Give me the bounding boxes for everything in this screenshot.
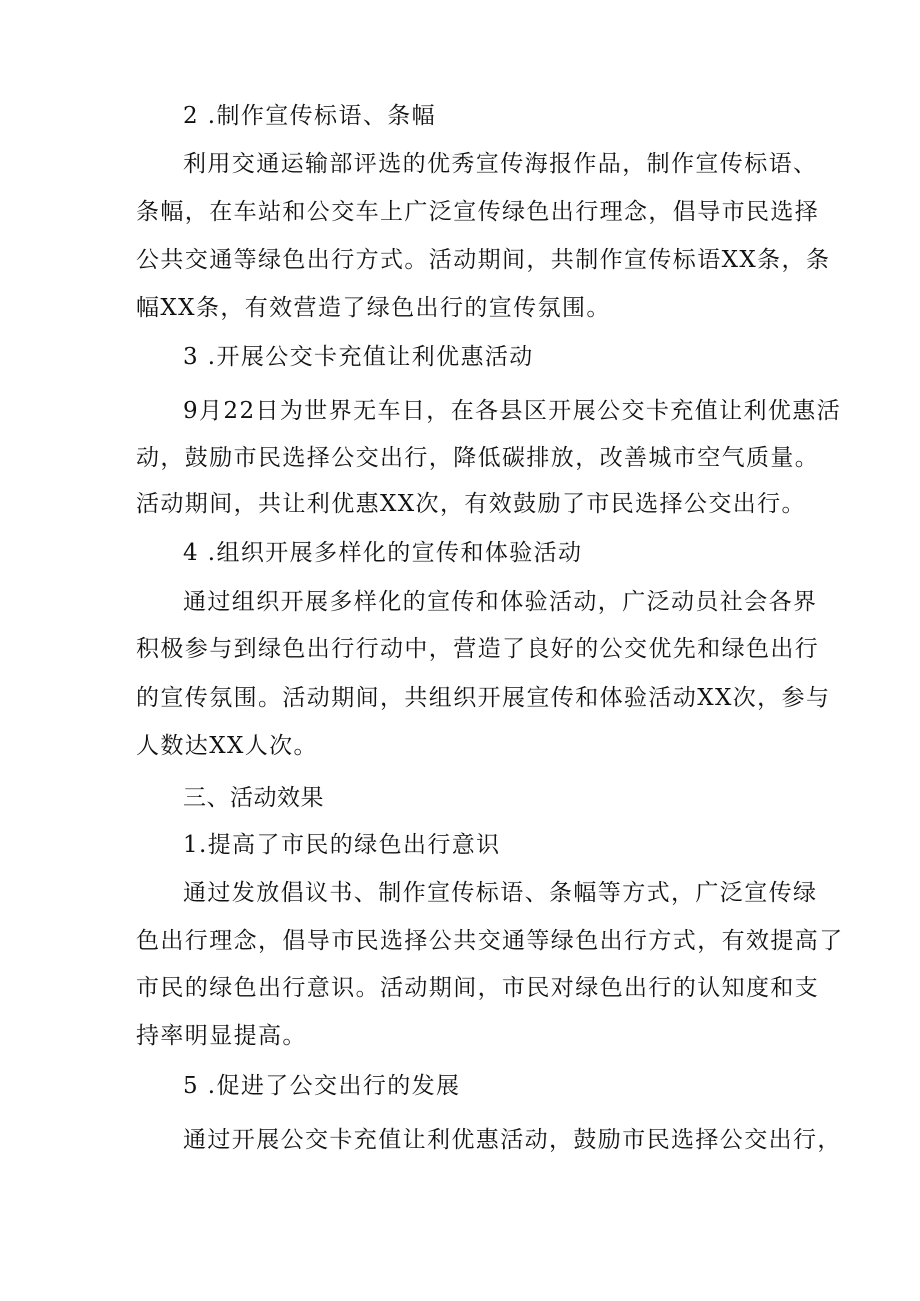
paragraph-4-line-2: 积极参与到绿色出行行动中，营造了良好的公交优先和绿色出行 — [136, 636, 820, 662]
section-heading-three: 三、活动效果 — [183, 785, 324, 811]
paragraph-5-line-1: 通过开展公交卡充值让利优惠活动，鼓励市民选择公交出行， — [183, 1127, 842, 1153]
paragraph-2-line-3: 公共交通等绿色出行方式。活动期间，共制作宣传标语XX条，条 — [136, 247, 831, 273]
paragraph-4-line-4: 人数达XX人次。 — [136, 733, 318, 759]
paragraph-3-line-3: 活动期间，共让利优惠XX次，有效鼓励了市民选择公交出行。 — [136, 491, 806, 517]
paragraph-4-line-3: 的宣传氛围。活动期间，共组织开展宣传和体验活动XX次，参与 — [136, 685, 831, 711]
paragraph-1b-line-1: 通过发放倡议书、制作宣传标语、条幅等方式，广泛宣传绿 — [183, 880, 818, 906]
subheading-3: 3 .开展公交卡充值让利优惠活动 — [183, 344, 534, 370]
subheading-4: 4 .组织开展多样化的宣传和体验活动 — [183, 540, 583, 566]
paragraph-4-line-1: 通过组织开展多样化的宣传和体验活动，广泛动员社会各界 — [183, 589, 818, 615]
subheading-1-effect: 1.提高了市民的绿色出行意识 — [183, 832, 501, 858]
paragraph-2-line-4: 幅XX条，有效营造了绿色出行的宣传氛围。 — [136, 295, 611, 321]
paragraph-2-line-1: 利用交通运输部评选的优秀宣传海报作品，制作宣传标语、 — [183, 151, 818, 177]
subheading-2: 2 .制作宣传标语、条幅 — [183, 103, 437, 129]
subheading-5: 5 .促进了公交出行的发展 — [183, 1073, 461, 1099]
paragraph-3-line-2: 动，鼓励市民选择公交出行，降低碳排放，改善城市空气质量。 — [136, 445, 820, 471]
paragraph-1b-line-3: 市民的绿色出行意识。活动期间，市民对绿色出行的认知度和支 — [136, 975, 820, 1001]
paragraph-1b-line-4: 持率明显提高。 — [136, 1023, 307, 1049]
paragraph-3-line-1: 9月22日为世界无车日，在各县区开展公交卡充值让利优惠活 — [183, 398, 842, 424]
paragraph-2-line-2: 条幅，在车站和公交车上广泛宣传绿色出行理念，倡导市民选择 — [136, 199, 820, 225]
paragraph-1b-line-2: 色出行理念，倡导市民选择公共交通等绿色出行方式，有效提高了 — [136, 928, 844, 954]
